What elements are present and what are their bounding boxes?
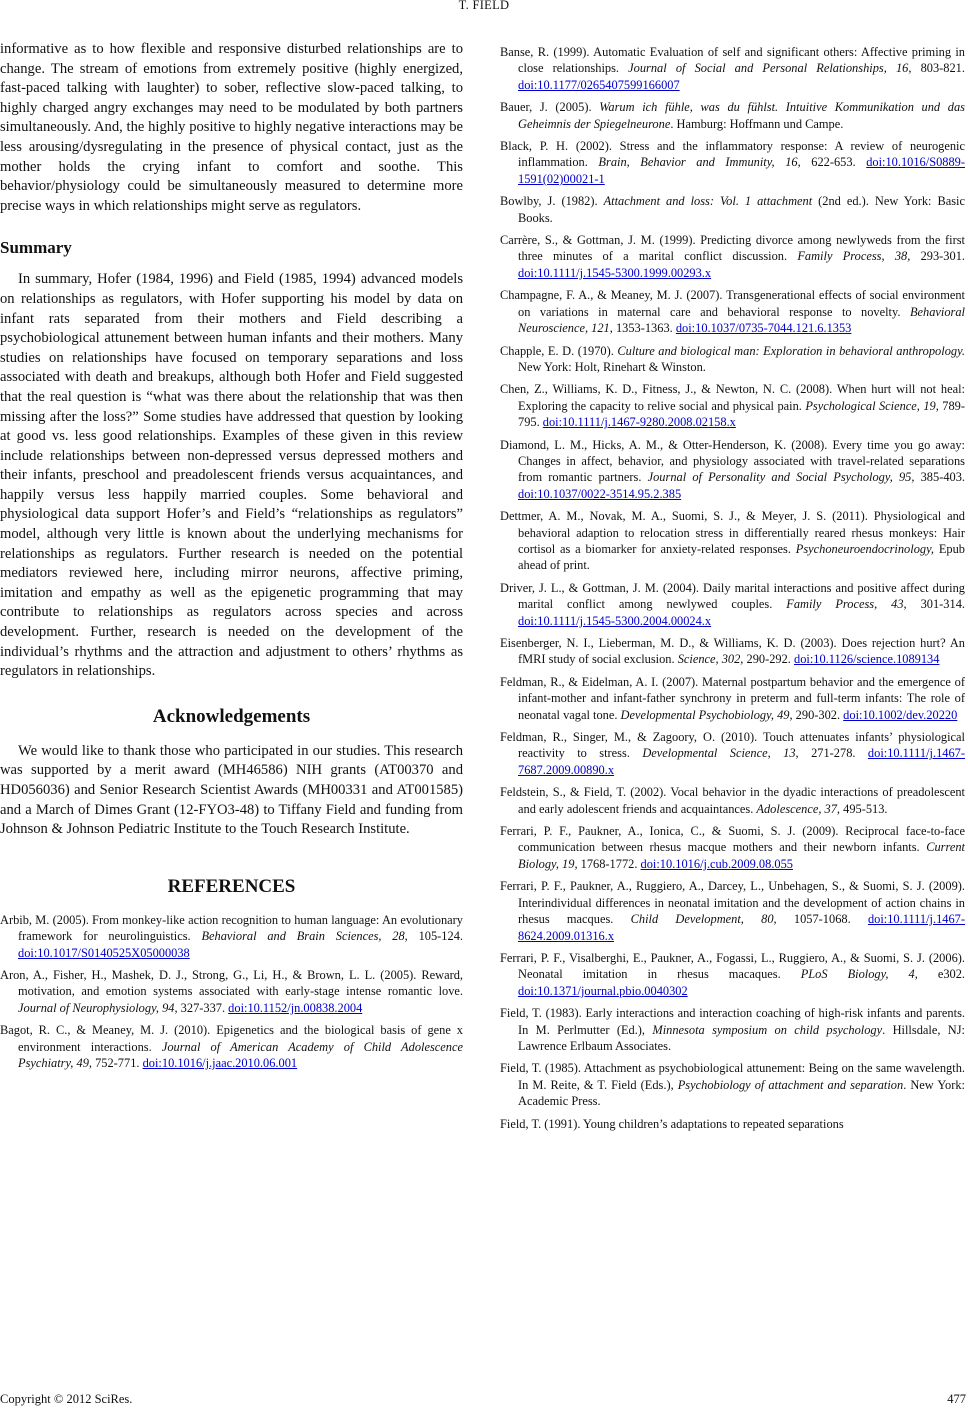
reference-authors: Ferrari, P. F., Paukner, A., Ruggiero, A., Darcey, L., Unbehagen, S., & Suomi, S. J. (2009). Interindividual differences in neonatal imitation and the development of action chains in rhesus macques. xyxy=(500,879,965,927)
doi-link[interactable]: doi:10.1111/j.1545-5300.1999.00293.x xyxy=(518,265,712,280)
reference-authors: Ferrari, P. F., Visalberghi, E., Paukner, A., Fogassi, L., Ruggiero, A., & Suomi, S. J. (2006). Neonatal imitation in rhesus macaques. xyxy=(500,950,965,982)
reference-entry xyxy=(500,343,965,376)
reference-pages: 105-124. xyxy=(407,929,463,944)
reference-source: Attachment and loss: Vol. 1 attachment xyxy=(603,194,813,209)
reference-entry xyxy=(500,674,965,723)
reference-entry xyxy=(500,138,965,187)
reference-authors: Black, P. H. (2002). Stress and the inflammatory response: A review of neurogenic inflammation. xyxy=(500,139,965,170)
reference-source: Adolescence, 37, xyxy=(756,801,841,816)
running-head: T. FIELD xyxy=(458,0,510,12)
reference-pages: e302. xyxy=(917,967,966,982)
reference-authors: Feldman, R., Singer, M., & Zagoory, O. (2010). Touch attenuates infants’ physiological reactivity to stress. xyxy=(500,730,965,761)
reference-pages: 290-302. xyxy=(792,707,844,722)
doi-link[interactable]: doi:10.1371/journal.pbio.0040302 xyxy=(518,983,688,998)
reference-source: Psychological Science, 19, xyxy=(805,398,939,413)
reference-authors: Arbib, M. (2005). From monkey-like action recognition to human language: An evolutionary framework for neurolinguistics. xyxy=(0,912,463,944)
reference-authors: Eisenberger, N. I., Lieberman, M. D., & Williams, K. D. (2003). Does rejection hurt? An fMRI study of social exclusion. xyxy=(500,636,965,667)
reference-authors: Diamond, L. M., Hicks, A. M., & Otter-Henderson, K. (2008). Every time you go away: Changes in affect, behavior, and physiology associated with travel-related separations from romantic partners. xyxy=(500,437,965,485)
reference-pages: 327-337. xyxy=(177,1000,229,1015)
reference-pages: 789-795. xyxy=(518,398,965,430)
doi-link[interactable]: doi:10.1037/0022-3514.95.2.385 xyxy=(518,486,682,501)
reference-authors: Aron, A., Fisher, H., Mashek, D. J., Strong, G., Li, H., & Brown, L. L. (2005). Reward, motivation, and emotion systems associated with early-stage intense romantic love. xyxy=(0,968,463,999)
page-number: 477 xyxy=(947,1392,966,1406)
reference-pages: 1353-1363. xyxy=(612,321,676,336)
reference-pages: 290-292. xyxy=(743,652,794,667)
reference-pages: 271-278. xyxy=(798,746,868,761)
reference-authors: Champagne, F. A., & Meaney, M. J. (2007). Transgenerational effects of social environment on variations in maternal care and behavioral response to novelty. xyxy=(500,288,965,319)
references-list-left xyxy=(0,912,463,1072)
reference-entry xyxy=(500,99,965,132)
reference-authors: Dettmer, A. M., Novak, M. A., Suomi, S. J., & Meyer, J. S. (2011). Physiological and behavioral adaption to relocation stress in differentially reared rhesus monkeys: Hair cortisol as a biomarker for anxiety-related responses. xyxy=(500,509,965,556)
reference-pages: . New York: Academic Press. xyxy=(518,1077,965,1109)
reference-pages: 622-653. xyxy=(800,155,867,170)
reference-pages: 385-403. xyxy=(914,470,966,485)
left-column xyxy=(0,40,463,1077)
reference-authors: Banse, R. (1999). Automatic Evaluation of self and significant others: Affective priming in close relationships. xyxy=(500,45,965,76)
reference-source: Behavioral Neuroscience, 121, xyxy=(518,304,965,336)
intro-paragraph: informative as to how flexible and responsive disturbed relationships are to change. The stream of emotions from extremely positive (highly energized, fast-paced talking with laughter) to sober, reflective slow-paced talking, to highly charged angry exchanges may need to be modulated by both partners simultaneously. And, the highly positive to highly negative interactions may be less arousing/dysregulating in the presence of physical contact, just as the mother holds the crying infant to comfort and soothe. This behavior/physiology could be simultaneously measured to determine more precise ways in which relationships might serve as regulators. xyxy=(0,41,463,214)
reference-entry xyxy=(500,1060,965,1109)
reference-entry xyxy=(500,878,965,944)
reference-source: Culture and biological man: Exploration in behavioral anthropology. xyxy=(617,343,966,358)
reference-entry xyxy=(500,437,965,503)
acknowledgements-paragraph: We would like to thank those who participated in our studies. This research was supported by a merit award (MH46586) NIH grants (AT00370 and HD056036) and Senior Research Scientist Awards (MH00331 and AT001585) and a March of Dimes Grant (12-FYO3-48) to Tiffany Field and funding from Johnson & Johnson Pediatric Institute to the Touch Research Institute. xyxy=(0,742,463,838)
reference-authors: Ferrari, P. F., Paukner, A., Ionica, C., & Suomi, S. J. (2009). Reciprocal face-to-face communication between rhesus macque mothers and their newborn infants. xyxy=(500,824,965,855)
references-heading: REFERENCES xyxy=(167,875,296,897)
reference-entry xyxy=(0,967,463,1016)
doi-link[interactable]: doi:10.1177/0265407599166007 xyxy=(518,77,680,92)
reference-source: Psychoneuroendocrinology, xyxy=(795,541,934,556)
reference-source: Family Process, 43, xyxy=(786,597,907,612)
reference-entry xyxy=(500,784,965,817)
reference-pages: Epub ahead of print. xyxy=(518,541,965,573)
reference-source: Minnesota symposium on child psychology xyxy=(652,1022,883,1037)
reference-entry xyxy=(500,508,965,574)
reference-entry xyxy=(0,912,463,961)
reference-source: Behavioral and Brain Sciences, 28, xyxy=(201,929,408,944)
reference-authors: Field, T. (1983). Early interactions and interaction coaching of high-risk infants and parents. In M. Perlmutter (Ed.), xyxy=(500,1006,965,1037)
reference-source: Developmental Science, 13, xyxy=(642,746,799,761)
acknowledgements-heading: Acknowledgements xyxy=(152,705,311,727)
reference-entry xyxy=(500,823,965,872)
reference-pages: 301-314. xyxy=(906,597,965,612)
reference-source: Science, 302, xyxy=(677,652,744,667)
reference-authors: Feldstein, S., & Field, T. (2002). Vocal behavior in the dyadic interactions of preadolescent and early adolescent friends and acquaintances. xyxy=(500,785,965,816)
doi-link[interactable]: doi:10.1111/j.1467-7687.2009.00890.x xyxy=(518,746,965,777)
reference-source: PLoS Biology, 4, xyxy=(800,967,918,982)
reference-pages: 293-301. xyxy=(910,249,965,264)
reference-authors: Carrère, S., & Gottman, J. M. (1999). Predicting divorce among newlyweds from the first three minutes of a marital conflict discussion. xyxy=(500,233,965,264)
reference-source: Developmental Psychobiology, 49, xyxy=(620,707,793,722)
reference-source: Warum ich fühle, was du fühlst. Intuitive Kommunikation und das Geheimnis der Spiegelneurone xyxy=(518,100,965,131)
reference-authors: Bauer, J. (2005). xyxy=(500,100,600,115)
reference-source: Journal of American Academy of Child Adolescence Psychiatry, 49, xyxy=(18,1039,463,1071)
reference-entry xyxy=(500,635,965,668)
reference-source: Psychobiology of attachment and separation xyxy=(677,1077,904,1092)
reference-entry xyxy=(500,729,965,778)
copyright-footer: Copyright © 2012 SciRes. xyxy=(0,1392,133,1406)
reference-source: Family Process, 38, xyxy=(797,249,911,264)
summary-heading: Summary xyxy=(0,238,72,258)
doi-link[interactable]: doi:10.1016/j.jaac.2010.06.001 xyxy=(142,1056,298,1071)
reference-entry xyxy=(500,193,965,226)
reference-entry xyxy=(500,381,965,430)
reference-pages: . Hamburg: Hoffmann und Campe. xyxy=(670,116,844,131)
reference-authors: Chapple, E. D. (1970). xyxy=(500,343,618,358)
reference-pages: . Hillsdale, NJ: Lawrence Erlbaum Associates. xyxy=(518,1022,966,1053)
doi-link[interactable]: doi:10.1037/0735-7044.121.6.1353 xyxy=(675,321,852,336)
doi-link[interactable]: doi:10.1111/j.1467-9280.2008.02158.x xyxy=(542,415,736,430)
reference-entry xyxy=(0,1022,463,1071)
reference-pages: 803-821. xyxy=(911,61,965,76)
reference-source: Brain, Behavior and Immunity, 16, xyxy=(598,155,801,170)
doi-link[interactable]: doi:10.1016/j.cub.2009.08.055 xyxy=(640,856,794,871)
doi-link[interactable]: doi:10.1111/j.1545-5300.2004.00024.x xyxy=(518,613,712,628)
reference-authors: Driver, J. L., & Gottman, J. M. (2004). Daily marital interactions and positive affect during marital conflict among newlywed couples. xyxy=(500,580,965,612)
summary-paragraph: In summary, Hofer (1984, 1996) and Field (1985, 1994) advanced models on relationships as regulators, with Hofer supporting his model by data on infant rats separated from their mothers and Field describing a psychobiological attunement between human infants and their mothers. Many studies on relationships have focused on temporary separations and loss associated with death and breakups, although both Hofer and Field suggested that the real question is “what was there about the relationship that was then missing after the loss?” Some studies have addressed that question by looking at good vs. less good relationships. Examples of these given in this review include relationships between non-depressed versus depressed mothers and their infants, preschool and preadolescent friends versus acquaintances, and happily versus less happily married couples. Some behavioral and physiological data support Hofer’s and Field’s “relationships as regulators” model, although very little is known about the underlying mechanisms for relationships as regulators. Further research is needed on the potential mediators reviewed here, including mirror neurons, affective priming, imitation and empathy as well as the epigenetic programming that may contribute to relationships as regulators across species and across development. Further, research is needed on the development of the individual’s rhythms and the attraction and adjustment to others’ rhythms as regulators in relationships. xyxy=(0,271,463,680)
reference-pages: 752-771. xyxy=(92,1056,143,1071)
reference-authors: Field, T. (1991). Young children’s adaptations to repeated separations xyxy=(500,1116,844,1131)
doi-link[interactable]: doi:10.1126/science.1089134 xyxy=(794,652,940,667)
reference-entry xyxy=(500,287,965,336)
reference-authors: Bagot, R. C., & Meaney, M. J. (2010). Epigenetics and the biological basis of gene x environment interactions. xyxy=(0,1023,463,1054)
reference-pages: New York: Holt, Rinehart & Winston. xyxy=(518,359,706,374)
reference-entry xyxy=(500,1005,965,1054)
reference-source: Journal of Neurophysiology, 94, xyxy=(18,1000,178,1015)
doi-link[interactable]: doi:10.1152/jn.00838.2004 xyxy=(228,1000,363,1015)
doi-link[interactable]: doi:10.1017/S0140525X05000038 xyxy=(18,945,190,960)
reference-entry xyxy=(500,580,965,629)
reference-entry xyxy=(500,1116,965,1132)
reference-source: Journal of Social and Personal Relationships, 16, xyxy=(628,61,912,76)
reference-entry xyxy=(500,44,965,93)
reference-source: Journal of Personality and Social Psychology, 95, xyxy=(647,470,915,485)
references-list-right xyxy=(500,44,965,1138)
reference-pages: 1768-1772. xyxy=(577,856,641,871)
reference-authors: Field, T. (1985). Attachment as psychobiological attunement: Being on the same wavelength. In M. Reite, & T. Field (Eds.), xyxy=(500,1061,965,1092)
reference-pages: 1057-1068. xyxy=(776,912,868,927)
reference-authors: Bowlby, J. (1982). xyxy=(500,194,604,209)
reference-authors: Chen, Z., Williams, K. D., Fitness, J., & Newton, N. C. (2008). When hurt will not heal: Exploring the capacity to relive social and physical pain. xyxy=(500,382,965,413)
reference-entry xyxy=(500,950,965,999)
reference-pages: 495-513. xyxy=(840,801,888,816)
reference-source: Current Biology, 19, xyxy=(518,840,965,871)
doi-link[interactable]: doi:10.1111/j.1467-8624.2009.01316.x xyxy=(518,912,966,943)
doi-link[interactable]: doi:10.1002/dev.20220 xyxy=(843,707,958,722)
reference-pages: (2nd ed.). New York: Basic Books. xyxy=(518,194,965,225)
reference-authors: Feldman, R., & Eidelman, A. I. (2007). Maternal postpartum behavior and the emergence of infant-mother and infant-father synchrony in preterm and full-term infants: The role of neonatal vagal tone. xyxy=(500,674,965,722)
doi-link[interactable]: doi:10.1016/S0889-1591(02)00021-1 xyxy=(518,155,965,186)
reference-entry xyxy=(500,232,965,281)
reference-source: Child Development, 80, xyxy=(630,912,777,927)
